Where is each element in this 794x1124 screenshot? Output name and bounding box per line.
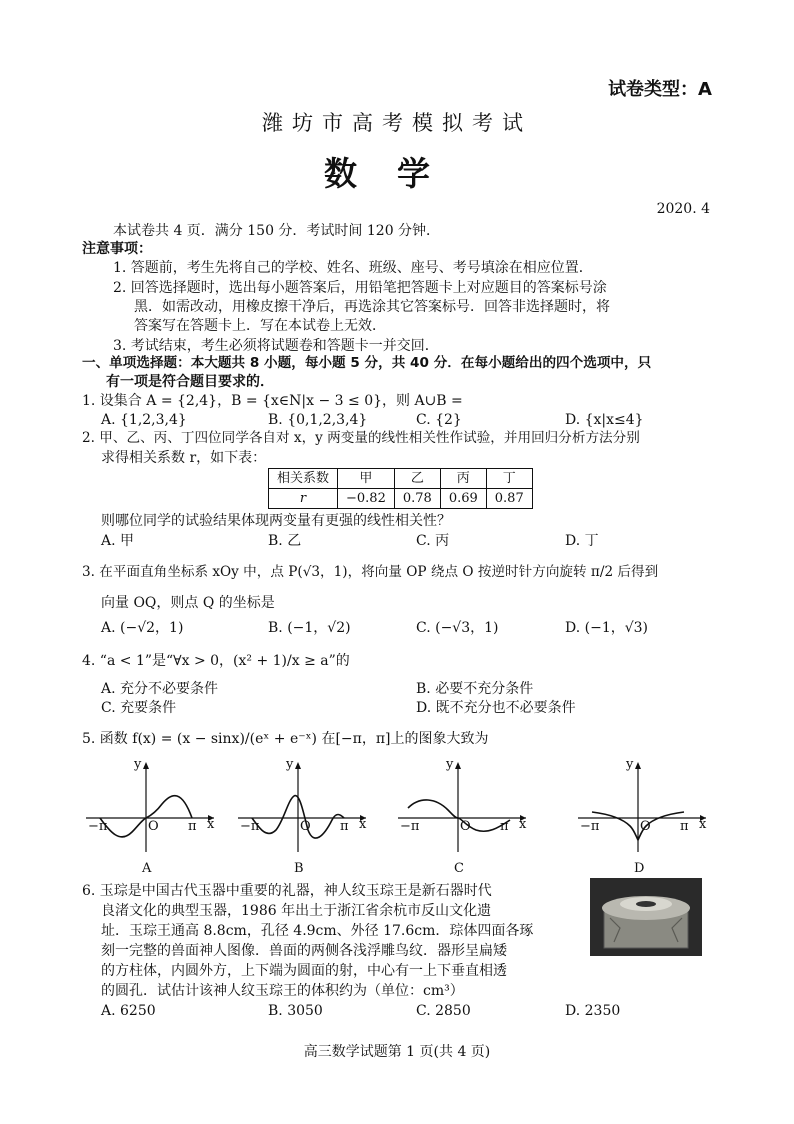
q6-option-d[interactable]: D. 2350 xyxy=(565,1003,621,1019)
q4-option-a[interactable]: A. 充分不必要条件 xyxy=(101,681,219,697)
subject-title: 数学 xyxy=(324,154,470,193)
table-cell: 0.78 xyxy=(394,489,440,509)
neg-pi-label: −π xyxy=(88,819,108,834)
notice-item: 2. 回答选择题时，选出每小题答案后，用铅笔把答题卡上对应题目的答案标号涂 xyxy=(113,280,607,296)
notice-title: 注意事项： xyxy=(82,241,152,257)
exam-title: 潍坊市高考模拟考试 xyxy=(262,111,532,135)
question-2-stem-cont: 求得相关系数 r，如下表： xyxy=(101,450,267,466)
q4-option-b[interactable]: B. 必要不充分条件 xyxy=(416,681,534,697)
q4-option-d[interactable]: D. 既不充分也不必要条件 xyxy=(416,700,576,716)
q2-option-a[interactable]: A. 甲 xyxy=(101,533,135,549)
jade-cong-photo xyxy=(590,878,702,956)
table-cell: 0.87 xyxy=(486,489,532,509)
q1-option-b[interactable]: B. {0,1,2,3,4} xyxy=(268,412,368,428)
x-axis-label: x xyxy=(519,817,527,832)
origin-label: O xyxy=(640,819,651,834)
q3-option-c[interactable]: C. (−√3，1) xyxy=(416,620,499,636)
exam-info: 本试卷共 4 页．满分 150 分．考试时间 120 分钟． xyxy=(113,223,441,239)
table-header-row xyxy=(269,469,533,489)
table-cell: −0.82 xyxy=(338,489,395,509)
graph-label: A xyxy=(142,861,152,876)
question-6-stem-cont: 刻一完整的兽面神人图像．兽面的两侧各浅浮雕鸟纹．器形呈扁矮 xyxy=(101,943,507,959)
q1-option-c[interactable]: C. {2} xyxy=(416,412,462,428)
section-heading: 一、单项选择题：本大题共 8 小题，每小题 5 分，共 40 分．在每小题给出的四个选项中，只 xyxy=(82,355,652,371)
pi-label: π xyxy=(680,819,689,834)
question-3-stem: 3. 在平面直角坐标系 xOy 中，点 P(√3，1)，将向量 OP 绕点 O 按逆时针方向旋转 π/2 后得到 xyxy=(82,564,659,580)
section-heading-cont: 有一项是符合题目要求的． xyxy=(106,374,274,390)
notice-item: 1. 答题前，考生先将自己的学校、姓名、班级、座号、考号填涂在相应位置． xyxy=(113,260,593,276)
exam-date: 2020. 4 xyxy=(656,201,710,217)
q3-option-b[interactable]: B. (−1，√2) xyxy=(268,620,351,636)
graph-label: C xyxy=(454,861,464,876)
question-5-stem: 5. 函数 f(x) = (x − sinx)/(eˣ + e⁻ˣ) 在[−π，π]上的图象大致为 xyxy=(82,731,489,747)
q6-option-a[interactable]: A. 6250 xyxy=(101,1003,156,1019)
question-6-stem-cont: 址．玉琮王通高 8.8cm，孔径 4.9cm、外径 17.6cm．琮体四面各琢 xyxy=(101,923,534,939)
q2-option-b[interactable]: B. 乙 xyxy=(268,533,302,549)
q3-option-a[interactable]: A. (−√2，1) xyxy=(101,620,184,636)
graph-b[interactable] xyxy=(238,757,368,876)
q2-option-d[interactable]: D. 丁 xyxy=(565,533,599,549)
origin-label: O xyxy=(148,819,159,834)
table-row xyxy=(269,489,533,509)
q6-option-b[interactable]: B. 3050 xyxy=(268,1003,323,1019)
notice-item: 3. 考试结束，考生必须将试题卷和答题卡一并交回． xyxy=(113,338,439,354)
question-3-stem-cont: 向量 OQ，则点 Q 的坐标是 xyxy=(101,595,275,611)
y-axis-label: y xyxy=(286,757,294,772)
graph-label: B xyxy=(294,861,304,876)
origin-label: O xyxy=(300,819,311,834)
neg-pi-label: −π xyxy=(240,819,260,834)
table-header-cell: 甲 xyxy=(338,469,395,489)
pi-label: π xyxy=(500,819,509,834)
notice-item: 黑．如需改动，用橡皮擦干净后，再选涂其它答案标号．回答非选择题时，将 xyxy=(134,299,610,315)
question-2-stem: 2. 甲、乙、丙、丁四位同学各自对 x，y 两变量的线性相关性作试验，并用回归分析方法分别 xyxy=(82,430,640,446)
neg-pi-label: −π xyxy=(580,819,600,834)
graph-a[interactable] xyxy=(86,757,216,876)
table-cell: 0.69 xyxy=(440,489,486,509)
graph-c[interactable] xyxy=(398,757,528,876)
neg-pi-label: −π xyxy=(400,819,420,834)
graph-d[interactable] xyxy=(578,757,708,876)
y-axis-label: y xyxy=(134,757,142,772)
question-1-stem: 1. 设集合 A = {2,4}，B = {x∈N|x − 3 ≤ 0}，则 A∪B = xyxy=(82,393,463,409)
q4-option-c[interactable]: C. 充要条件 xyxy=(101,700,177,716)
x-axis-label: x xyxy=(207,817,215,832)
x-axis-label: x xyxy=(699,817,707,832)
table-header-cell: 乙 xyxy=(394,469,440,489)
question-2-prompt: 则哪位同学的试验结果体现两变量有更强的线性相关性？ xyxy=(101,513,451,529)
table-header-cell: 丁 xyxy=(486,469,532,489)
origin-label: O xyxy=(460,819,471,834)
q1-option-d[interactable]: D. {x|x≤4} xyxy=(565,412,644,428)
question-4-stem: 4. “a < 1”是“∀x > 0，(x² + 1)/x ≥ a”的 xyxy=(82,653,350,669)
q3-option-d[interactable]: D. (−1，√3) xyxy=(565,620,649,636)
x-axis-label: x xyxy=(359,817,367,832)
page-footer: 高三数学试题第 1 页(共 4 页) xyxy=(303,1044,491,1060)
q1-option-a[interactable]: A. {1,2,3,4} xyxy=(101,412,187,428)
question-6-stem: 6. 玉琮是中国古代玉器中重要的礼器，神人纹玉琮王是新石器时代 xyxy=(82,883,492,899)
table-header-cell: 丙 xyxy=(440,469,486,489)
question-6-stem-cont: 良渚文化的典型玉器，1986 年出土于浙江省余杭市反山文化遗 xyxy=(101,903,492,919)
q2-option-c[interactable]: C. 丙 xyxy=(416,533,450,549)
y-axis-label: y xyxy=(626,757,634,772)
pi-label: π xyxy=(188,819,197,834)
y-axis-label: y xyxy=(446,757,454,772)
question-6-stem-cont: 的圆孔．试估计该神人纹玉琮王的体积约为（单位：cm³） xyxy=(101,983,464,999)
graph-label: D xyxy=(634,861,645,876)
question-6-stem-cont: 的方柱体，内圆外方，上下端为圆面的射，中心有一上下垂直相透 xyxy=(101,963,507,979)
pi-label: π xyxy=(340,819,349,834)
table-cell: r xyxy=(269,489,338,509)
table-header-cell: 相关系数 xyxy=(269,469,338,489)
correlation-table xyxy=(268,468,533,509)
paper-type: 试卷类型：A xyxy=(608,79,712,100)
notice-item: 答案写在答题卡上．写在本试卷上无效． xyxy=(134,318,386,334)
q6-option-c[interactable]: C. 2850 xyxy=(416,1003,471,1019)
